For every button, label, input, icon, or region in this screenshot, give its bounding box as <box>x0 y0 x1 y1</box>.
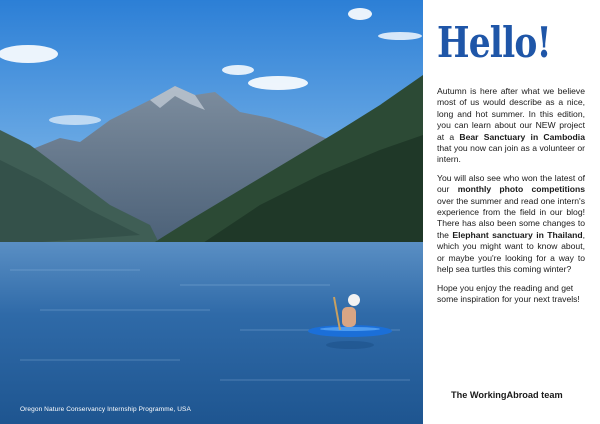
cloud <box>222 65 254 75</box>
photo-caption: Oregon Nature Conservancy Internship Programme, USA <box>20 406 191 413</box>
kayaker-body <box>342 307 356 327</box>
paragraph-2: You will also see who won the latest of our monthly photo competitions over the summer and read one intern's experience from the field in our blog! There has also been some changes to the Elephant sanctuary in Thailand, which you might want to know about, or maybe you're looking for a way to help sea turtles this coming winter? <box>437 172 586 275</box>
kayak-reflection <box>326 341 374 349</box>
cloud <box>0 45 58 63</box>
cloud <box>348 8 372 20</box>
paragraph-3: Hope you enjoy the reading and get some inspiration for your next travels! <box>437 282 580 304</box>
newsletter-body <box>437 86 585 312</box>
paragraph-1: Autumn is here after what we believe most of us would describe as a nice, long and hot summer. In this edition, you can learn about our NEW project at a Bear Sanctuary in Cambodia that you now can join as a volunteer or intern. <box>437 86 585 165</box>
cloud <box>378 32 422 40</box>
kayak-highlight <box>320 327 380 331</box>
photo-competitions-link[interactable]: monthly photo competitions <box>457 184 586 195</box>
elephant-sanctuary-link[interactable]: Elephant sanctuary in Thailand <box>452 229 583 240</box>
signature: The WorkingAbroad team <box>451 390 563 400</box>
cloud <box>248 76 308 90</box>
cloud <box>49 115 101 125</box>
kayaker-helmet <box>348 294 360 306</box>
bear-sanctuary-link[interactable]: Bear Sanctuary in Cambodia <box>459 131 585 142</box>
greeting-title: Hello! <box>437 18 551 67</box>
